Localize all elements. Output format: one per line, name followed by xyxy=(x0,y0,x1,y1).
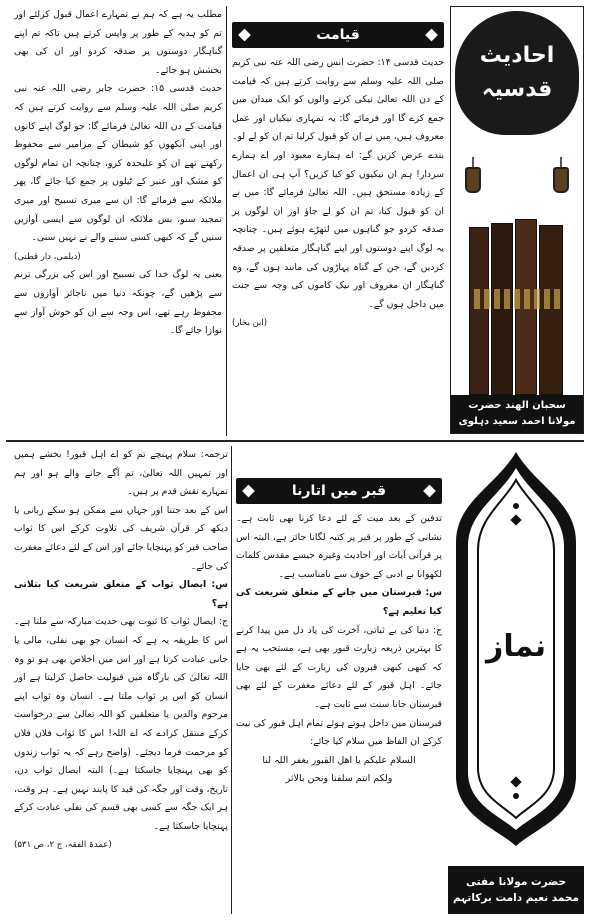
books-illustration xyxy=(469,219,565,399)
author-line2: مولانا احمد سعید دہلوی xyxy=(458,416,576,427)
column-divider xyxy=(226,6,227,436)
section-heading-qabr xyxy=(236,478,442,504)
paragraph: ج: ایصال ثواب کا ثبوت بھی حدیث مبارکہ سے ملتا ہے۔ اس کا طریقہ یہ ہے کہ انسان جو بھی نفلی، مالی یا جانی عبادت کرتا ہے اور اس میں اخلاص بھی ہو تو وہ اللہ تعالیٰ کی بارگاہ میں قبولیت حاصل کرلیتا ہے اور انسان کو اس پر ثواب ملتا ہے۔ انسان وہ ثواب اپنے مرحوم والدین یا متعلقین کو اللہ تعالیٰ سے درخواست کرکے منتقل کرادے کہ اے اللہ! اس کا ثواب فلاں فلاں کو مرحمت فرما دیجئے۔ (واضح رہے کہ یہ ثواب زندوں کو بھی پہنچایا جاسکتا ہے۔) البتہ ایصال ثواب دن، تاریخ، وقت اور جگہ کی قید کا پابند نہیں ہے۔ ہر وقت، ہر ایک جگہ سے کسی بھی قسم کی نفلی عبادت کرکے پہنچایا جاسکتا ہے۔ xyxy=(14,616,228,832)
paragraph: تدفین کے بعد میت کے لئے دعا کرنا بھی ثابت ہے۔ نشانی کے طور پر قبر پر کتبہ لگانا جائز ہے، البتہ اس پر قرآنی آیات اور احادیث وغیرہ جیسے مقدس کلمات لکھوانا بے ادبی کے خوف سے نامناسب ہے۔ xyxy=(236,513,442,580)
paragraph: قبرستان میں داخل ہوتے ہوئے تمام اہل قبور کی نیت کرکے ان الفاظ میں سلام کیا جائے: xyxy=(236,717,442,748)
left-bottom-column xyxy=(14,446,228,914)
banner-title-line1: احادیث xyxy=(479,43,555,68)
source-citation: (ابن بخار) xyxy=(232,318,268,329)
paragraph: حدیث قدسی ۱۴: حضرت انس رضی اللہ عنہ نبی کریم صلی اللہ علیہ وسلم سے روایت کرتے ہیں کہ قیامت کے دن اللہ تعالیٰ نیکی کرنے والوں کو ایک میدان میں جمع کرے گا اور فرمائے گا: یہ تمہاری نیکیاں اور عمل معروف ہیں، میں نے ان کو قبول کرلیا تم ان کو لے لو۔ بندے عرض کریں گے: اے ہمارے معبود اور اے ہمارے سردار! ہم ان نیکیوں کو کیا کریں؟ آپ ہی ان اعمال کے زیادہ مستحق ہیں۔ اللہ تعالیٰ فرمائے گا: میں نے ان کو قبول کیا، تم ان کو لے جاؤ اور ان لوگوں پر صدقہ کردو جو گناہوں میں لتھڑے ہوئے ہیں۔ چنانچہ یہ لوگ اپنے دوستوں اور اپنے گناہگار متعلقین پر صدقہ کردیں گے، جن کے گناہ پہاڑوں کی مانند ہوں گے، وہ گناہگار ان معروف اور نیک کاموں کی وجہ سے جنت میں داخل ہوں گے۔ xyxy=(232,57,444,310)
source-citation: (عمدۃ الفقہ، ج ۲، ص ۵۳۱) xyxy=(14,840,112,851)
namaz-title: نماز xyxy=(486,628,546,664)
banner-title-line2: قدسیہ xyxy=(481,77,553,102)
paragraph: مطلب یہ ہے کہ ہم نے تمہارے اعمال قبول کرلئے اور تم کو ہدیہ کے طور پر واپس کرتے ہیں تاکہ تم اپنے گناہگار دوستوں پر صدقہ کردو اور ان کی بھی بخشش ہو جائے۔ xyxy=(14,9,222,76)
author-line2: محمد نعیم دامت برکاتہم xyxy=(453,892,579,904)
arabic-salutation-line1: السلام علیکم یا اھل القبور یغفر اللہ لنا xyxy=(262,754,416,766)
section-divider xyxy=(6,440,584,442)
banner-title-bubble xyxy=(455,11,579,135)
paragraph: حدیث قدسی ۱۵: حضرت جابر رضی اللہ عنہ نبی کریم صلی اللہ علیہ وسلم سے روایت کرتے ہیں کہ قیامت کے دن اللہ تعالیٰ فرمائے گا: جو لوگ اپنے کانوں اور اپنی آنکھوں کو شیطان کے مزامیر سے محفوظ رکھتے تھے ان کو علیحدہ کرو، چنانچہ ان تمام لوگوں کو مشک اور عنبر کے ٹیلوں پر جمع کیا جائے گا، پھر ملائکہ سے فرمائے گا: ان سے میری تسبیح اور میری تمجید سنو، بس ملائکہ ان لوگوں سے ایسی آوازیں سنیں گے کہ کبھی کسی سننے والے نے نہیں سنی۔ xyxy=(14,83,222,244)
left-top-column xyxy=(14,6,222,434)
author-line1: سحبان الھند حضرت xyxy=(468,400,566,411)
qiyamat-column xyxy=(232,54,444,434)
banner-author xyxy=(451,395,583,433)
heading-text: قیامت xyxy=(316,27,360,43)
namaz-banner xyxy=(448,446,584,914)
section-heading-qiyamat xyxy=(232,22,444,48)
qabr-column xyxy=(236,510,442,914)
question: س: ایصال ثواب کے متعلق شریعت کیا بتلاتی ہے؟ xyxy=(14,579,228,609)
lantern-icon xyxy=(465,157,481,197)
question: س: قبرستان میں جانے کے متعلق شریعت کی کیا تعلیم ہے؟ xyxy=(236,587,442,617)
column-divider xyxy=(231,446,232,914)
paragraph: اس کے بعد جتنا اور جہاں سے ممکن ہو سکے زبانی یا دیکھ کر قرآن شریف کی تلاوت کرکے اس کا ثواب صاحب قبر کو پہنچایا جائے اور اس کے لئے دعائے مغفرت کی جائے۔ xyxy=(14,504,228,572)
paragraph: ج: دنیا کی بے ثباتی، آخرت کی یاد دل میں پیدا کرنے کا بہترین ذریعہ زیارت قبور بھی ہے، مستحب یہ ہے کہ کبھی کبھی قبروں کی زیارت کے لئے بھی جایا جائے۔ اہل قبور کے لئے دعائے مغفرت کے لئے بھی قبرستان جانا سنت سے ثابت ہے۔ xyxy=(236,624,442,710)
author-line1: حضرت مولانا مفتی xyxy=(465,876,567,888)
paragraph: ترجمہ: سلام پہنچے تم کو اے اہل قبور! بخشے ہمیں اور تمہیں اللہ تعالیٰ، تم آگے جانے والے ہو اور ہم تمہارے نقش قدم پر ہیں۔ xyxy=(14,449,228,498)
lantern-icon xyxy=(553,157,569,197)
source-citation: (دیلمی، دار قطنی) xyxy=(14,251,81,262)
hadith-qudsi-banner xyxy=(450,6,584,434)
paragraph: یعنی یہ لوگ خدا کی تسبیح اور اس کی بزرگی ترنم سے پڑھیں گے، چونکہ دنیا میں ناجائز آوازوں سے محفوظ رہے تھے، اس وجہ سے ان کو خوش آواز سے نوازا جائے گا۔ xyxy=(14,269,222,337)
arabic-salutation-line2: ولکم انتم سلفنا ونحن بالاثر xyxy=(285,772,393,784)
banner-author xyxy=(448,866,584,914)
heading-text: قبر میں اتارنا xyxy=(291,483,387,499)
